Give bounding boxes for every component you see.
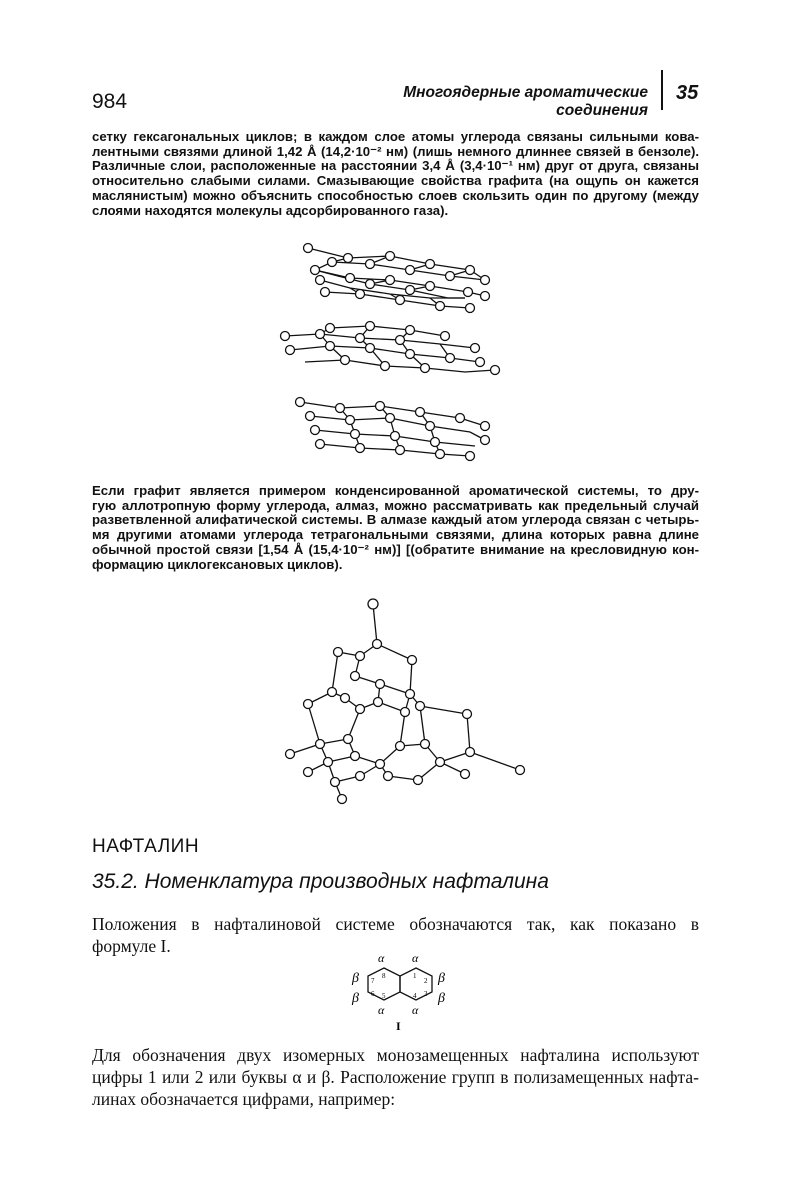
text-line: Положения в нафталиновой системе обозначаются так, как показано в (92, 914, 699, 934)
diamond-lattice-figure (280, 594, 530, 814)
text-line: разветвленной алифатической системы. В алмазе каждый атом углерода связан с четырь- (92, 512, 699, 528)
text-line: формацию циклогексановых циклов). (92, 556, 343, 572)
text-line: лентными связями длиной 1,42 Å (14,2·10⁻² нм) (лишь немного длиннее связей в бензоле). (92, 143, 699, 159)
text-line: линах обозначается цифрами, например: (92, 1089, 396, 1109)
position-number: 4 (413, 992, 417, 1000)
text-line: формуле I. (92, 936, 171, 956)
alpha-label: α (412, 952, 419, 965)
text-line: слоями находятся молекулы адсорбированного газа). (92, 202, 449, 218)
formula-label: I (396, 1019, 401, 1033)
text-line: маслянистым) можно объяснить способностью слоев скользить один по другому (между (92, 187, 699, 203)
position-number: 8 (382, 972, 386, 980)
beta-label: β (438, 971, 445, 986)
text-line: мя другими атомами углерода тетрагональными связями, длина которых равна длине (92, 527, 699, 543)
alpha-label: α (412, 1003, 419, 1017)
beta-label: β (438, 991, 445, 1006)
position-number: 7 (371, 977, 375, 985)
text-line: обычной простой связи [1,54 Å (15,4·10⁻² нм)] [(обратите внимание на кресловидную кон- (92, 541, 699, 557)
naphthalene-formula (336, 952, 466, 1034)
position-number: 6 (371, 990, 375, 998)
subsection-heading: 35.2. Номенклатура производных нафталина (92, 870, 549, 893)
header-divider (661, 70, 663, 110)
position-number: 5 (382, 992, 386, 1000)
beta-label: β (352, 971, 359, 986)
paragraph-diamond (92, 484, 699, 572)
chapter-number: 35 (676, 82, 699, 104)
section-heading: НАФТАЛИН (92, 836, 200, 857)
paragraph-graphite (92, 130, 699, 218)
text-line: гую аллотропную форму углерода, алмаз, можно рассматривать как предельный случай (92, 497, 699, 513)
beta-label: β (352, 991, 359, 1006)
text-line: сетку гексагональных циклов; в каждом слое атомы углерода связаны сильными кова- (92, 129, 699, 144)
text-line: относительно слабыми силами. Смазывающие свойства графита (на ощупь он кажется (92, 173, 699, 189)
graphite-layers-figure (270, 236, 510, 468)
alpha-label: α (378, 952, 385, 965)
graphite-layer (300, 402, 485, 456)
page-number: 984 (92, 90, 128, 113)
running-title: Многоядерные ароматические соединения (403, 84, 648, 119)
paragraph-designation (92, 1044, 699, 1110)
position-number: 1 (413, 972, 417, 980)
text-line: Для обозначения двух изомерных монозамещенных нафталина используют (92, 1045, 699, 1065)
naphthalene-rings (368, 968, 432, 1000)
alpha-label: α (378, 1003, 385, 1017)
text-line: цифры 1 или 2 или буквы α и β. Расположение групп в полизамещенных нафта- (92, 1067, 699, 1087)
position-number: 3 (424, 990, 428, 998)
text-line: Различные слои, расположенные на расстоянии 3,4 Å (3,4·10⁻¹ нм) друг от друга, связаны (92, 158, 699, 174)
paragraph-positions (92, 913, 699, 957)
position-number: 2 (424, 977, 428, 985)
text-line: Если графит является примером конденсированной ароматической системы, то дру- (92, 483, 699, 498)
